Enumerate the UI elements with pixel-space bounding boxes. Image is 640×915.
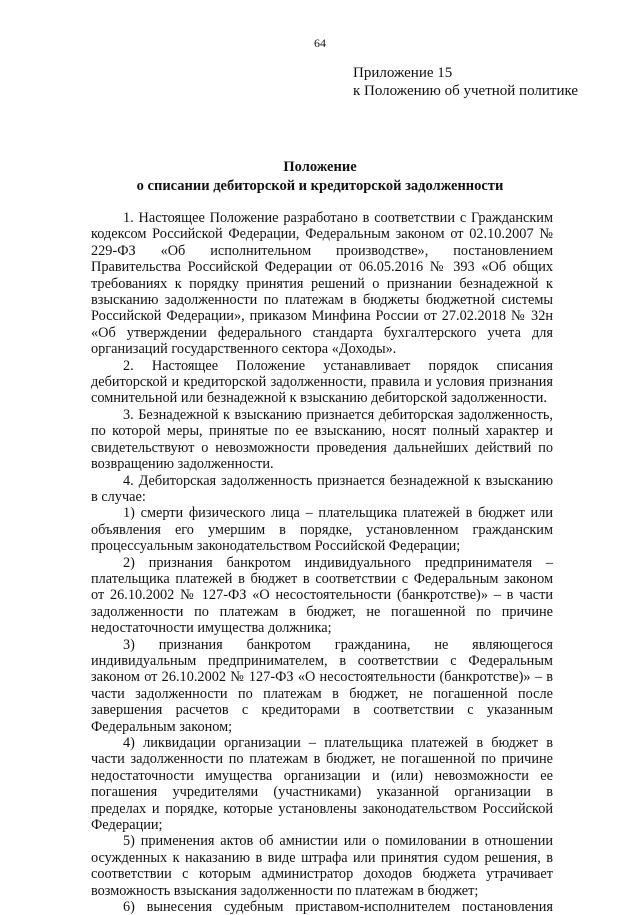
title-line-1: Положение [283, 159, 357, 175]
list-item-3: 3) признания банкротом гражданина, не являющегося индивидуальным предпринимателем, в соответствии с Федеральным законом от 26.10.2002 № 127-ФЗ «О несостоятельности (банкротстве)» – в части задолженности по платежам в бюджет, не погашенной после завершения расчетов с кредиторами в соответствии с указанным Федеральным законом; [91, 636, 553, 735]
paragraph-1: 1. Настоящее Положение разработано в соответствии с Гражданским кодексом Российской Федерации, Федеральным законом от 02.10.2007 № 229-ФЗ «Об исполнительном производстве», постановлением Правительства Российской Федерации от 06.05.2016 № 393 «Об общих требованиях к порядку принятия решений о признании безнадежной к взысканию задолженности по платежам в бюджеты бюджетной системы Российской Федерации», приказом Минфина России от 27.02.2018 № 32н «Об утверждении федерального стандарта бухгалтерского учета для организаций государственного сектора «Доходы». [91, 210, 553, 358]
paragraph-4: 4. Дебиторская задолженность признается безнадежной к взысканию в случае: [91, 472, 553, 505]
list-item-2: 2) признания банкротом индивидуального предпринимателя – плательщика платежей в бюджет в соответствии с Федеральным законом от 26.10.2002 № 127-ФЗ «О несостоятельности (банкротстве)» – в части задолженности по платежам в бюджет, не погашенной по причине недостаточности имущества должника; [91, 554, 553, 637]
list-item-1: 1) смерти физического лица – плательщика платежей в бюджет или объявления его умершим в порядке, установленном гражданским процессуальным законодательством Российской Федерации; [91, 505, 553, 555]
list-item-5: 5) применения актов об амнистии или о помиловании в отношении осужденных к наказанию в виде штрафа или принятия судом решения, в соответствии с которым администратор доходов бюджета утрачивает возможность взыскания задолженности по платежам в бюджет; [91, 833, 553, 899]
paragraph-3: 3. Безнадежной к взысканию признается дебиторская задолженность, по которой меры, принятые по ее взысканию, носят полный характер и свидетельствуют о невозможности проведения дальнейших действий по возвращению задолженности. [91, 406, 553, 473]
appendix-reference [353, 64, 578, 100]
document-body [91, 210, 553, 915]
appendix-line-1: Приложение 15 [353, 65, 453, 81]
title-line-2: о списании дебиторской и кредиторской задолженности [136, 178, 504, 194]
document-title [0, 158, 640, 196]
list-item-4: 4) ликвидации организации – плательщика платежей в бюджет в части задолженности по платежам в бюджет, не погашенной по причине недостаточности имущества организации и (или) невозможности ее погашения учредителями (участниками) указанной организации в пределах и порядке, которые установлены законодательством Российской Федерации; [91, 735, 553, 834]
list-item-6: 6) вынесения судебным приставом-исполнителем постановления [123, 899, 553, 915]
appendix-line-2: к Положению об учетной политике [353, 83, 579, 99]
page-number: 64 [314, 36, 326, 50]
paragraph-2: 2. Настоящее Положение устанавливает порядок списания дебиторской и кредиторской задолженности, правила и условия признания сомнительной или безнадежной к взысканию дебиторской задолженности. [91, 357, 553, 407]
